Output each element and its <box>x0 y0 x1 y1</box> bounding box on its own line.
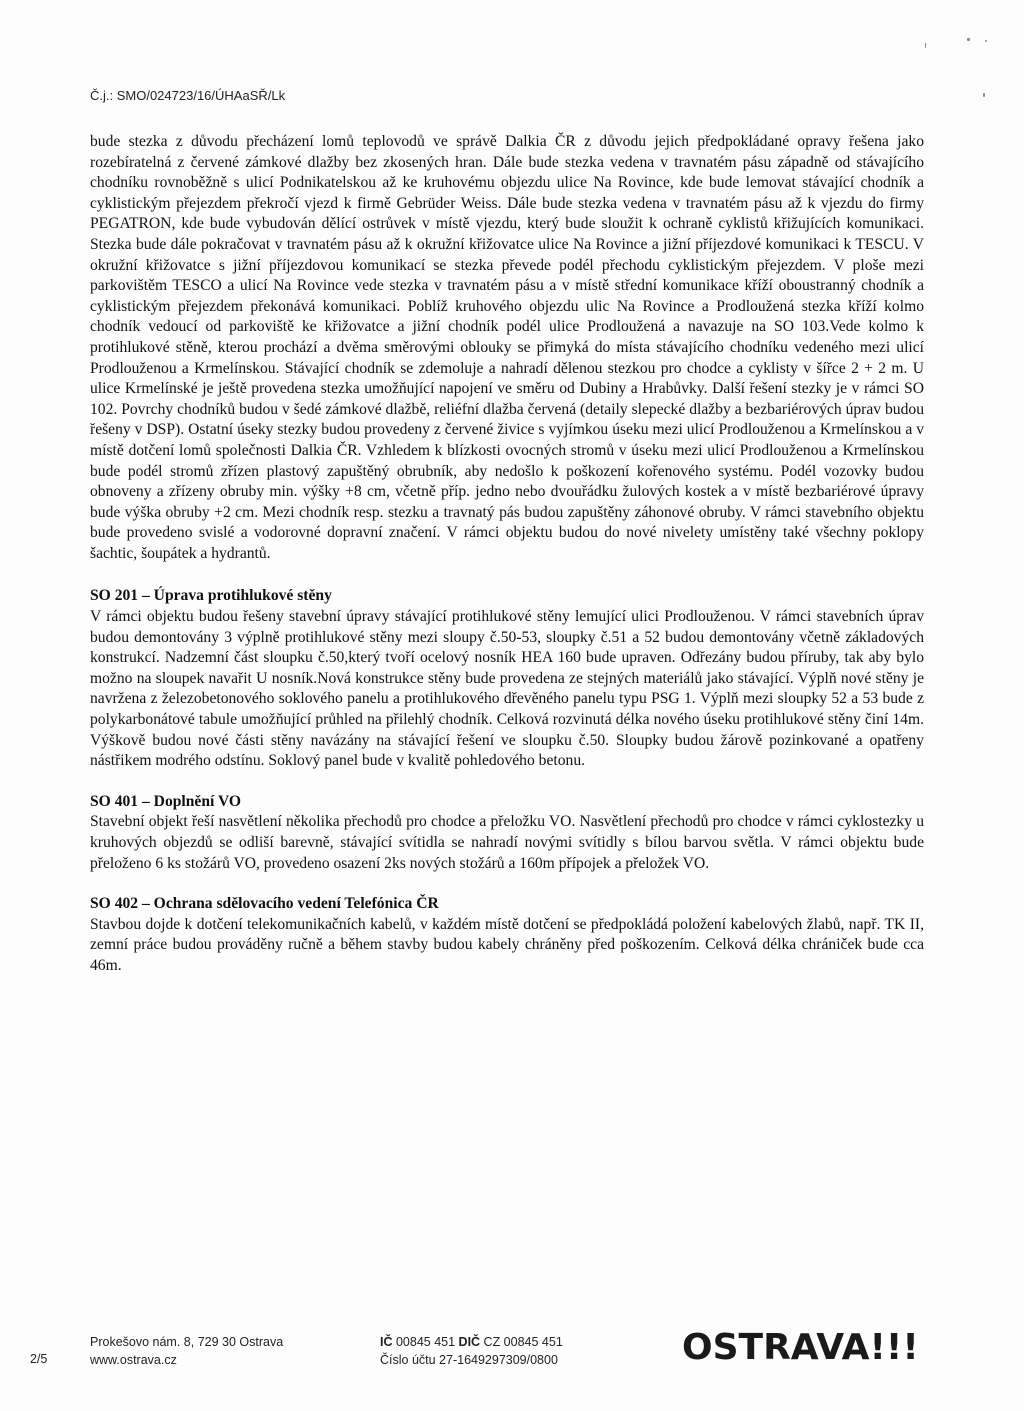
section-body: V rámci objektu budou řešeny stavební úpravy stávající protihlukové stěny lemující ulici Prodlouženou. V rámci stavebních úprav budou demontovány 3 výplně protihlukové stěny mezi sloupy č.50-53, sloupky č.51 a 52 budou demontovány včetně základových konstrukcí. Nadzemní část sloupku č.50,který tvoří ocelový nosník HEA 160 bude upraven. Odřezány budou příruby, tak aby bylo možno na sloupek navařit U nosník.Nová konstrukce stěny bude provedena ze stejných materiálů jako stávající. Výplň nové stěny je navržena z železobetonového soklového panelu a protihlukového dřevěného panelu typu PSG 1. Výplň mezi sloupky 52 a 53 bude z polykarbonátové tabule umožňující průhled na přilehlý chodník. Celková rozvinutá délka nového úseku protihlukové stěny činí 14m. Výškově budou nové části stěny navázány na stávající řešení ve sloupku č.50. Sloupky budou žárově pozinkované a opatřeny nástřikem modrého odstínu. Soklový panel bude v kvalitě pohledového betonu. <box>90 608 924 770</box>
section-so-402 <box>90 894 924 976</box>
section-heading: SO 402 – Ochrana sdělovacího vedení Telefónica ČR <box>90 895 439 913</box>
section-body: Stavbou dojde k dotčení telekomunikačních kabelů, v každém místě dotčení se předpokládá položení kabelových žlabů, např. TK II, zemní práce budou prováděny ručně a během stavby budou kabely chráněny před poškozením. Celková délka chrániček bude cca 46m. <box>90 915 924 974</box>
scan-speck <box>985 40 987 42</box>
section-so-201 <box>90 586 924 771</box>
footer-id-block <box>380 1333 563 1369</box>
section-heading: SO 401 – Doplnění VO <box>90 792 242 810</box>
dic-value: CZ 00845 451 <box>480 1335 563 1349</box>
scan-speck <box>983 93 985 97</box>
footer-address-block <box>90 1333 283 1369</box>
document-reference: Č.j.: SMO/024723/16/ÚHAaSŘ/Lk <box>90 88 286 103</box>
ic-label: IČ <box>380 1335 393 1349</box>
intro-paragraph: bude stezka z důvodu přecházení lomů teplovodů ve správě Dalkia ČR z důvodu jejich předpokládané opravy řešena jako rozebíratelná z červené zámkové dlažby bez zkosených hran. Dále bude stezka vedena v travnatém pásu západně od stávajícího chodníku rovnoběžně s ulicí Podnikatelskou až ke kruhovému objezdu ulice Na Rovince, kde bude lemovat stávající chodník a cyklistickým přejezdem překročí vjezd k firmě Gebrüder Weiss. Dále bude stezka vedena v travnatém pásu až k vjezdu do firmy PEGATRON, kde bude vybudován dělící ostrůvek v místě vjezdu, který bude sloužit k ochraně cyklistů křižujících komunikaci. Stezka bude dále pokračovat v travnatém pásu až k okružní křižovatce ulice Na Rovince a jižní příjezdové komunikaci k TESCU. V okružní křižovatce s jižní příjezdovou komunikací se stezka převede podél přechodu cyklistickým přejezdem. V ploše mezi parkovištěm TESCO a ulicí Na Rovince vede stezka v travnatém pásu a v místě střední komunikace kříží oboustranný chodník a cyklistickým přejezdem překonává komunikaci. Poblíž kruhového objezdu ulic Na Rovince a Prodloužená stezka kříží kolmo chodník vedoucí od parkoviště ke křižovatce a jižní chodník podél ulice Prodloužená a navazuje na SO 103.Vede kolmo k protihlukové stěně, kterou prochází a dvěma směrovými oblouky se přimyká do místa stávajícího chodníku vedeného mezi ulicí Prodlouženou a Krmelínskou. Stávající chodník se zdemoluje a nahradí dělenou stezkou pro chodce a cyklisty v šířce 2 + 2 m. U ulice Krmelínské je ještě provedena stezka umožňující napojení ve směru od Dubiny a Hrabůvky. Další řešení stezky je v rámci SO 102. Povrchy chodníků budou v šedé zámkové dlažbě, reliéfní dlažba červená (detaily slepecké dlažby a bezbariérových úprav budou řešeny v DSP). Ostatní úseky stezky budou provedeny z červené živice s vyjímkou úseku mezi ulicí Prodlouženou a Krmelínskou a v místě dotčení lomů společnosti Dalkia ČR. Vzhledem k blízkosti ovocných stromů v úseku mezi ulicí Prodlouženou a Krmelínskou bude podél stromů zřízen plastový zapuštěný obrubník, aby nedošlo k poškození kořenového systému. Podél vozovky budou obnoveny a zřízeny obruby min. výšky +8 cm, včetně příp. jedno nebo dvouřádku žulových kostek a v místě bezbariérové úpravy bude výška obruby +2 cm. Mezi chodník resp. stezku a travnatý pás budou zapuštěny záhonové obruby. V rámci stavebního objektu bude provedeno svislé a vodorovné dopravní značení. V rámci objektu budou do nové nivelety umístěny také všechny poklopy šachtic, šoupátek a hydrantů. <box>90 133 924 562</box>
scan-speck <box>925 43 926 48</box>
footer-address: Prokešovo nám. 8, 729 30 Ostrava <box>90 1335 284 1349</box>
section-body: Stavební objekt řeší nasvětlení několika přechodů pro chodce a přeložku VO. Nasvětlení přechodů pro chodce v rámci cyklostezky u kruhových objezdů se odliší barevně, stávající svítidla se nahradí novými svítidly s bílou barvou světla. V rámci objektu bude přeloženo 6 ks stožárů VO, provedeno osazení 2ks nových stožárů a 160m přípojek a přeložek VO. <box>90 813 924 872</box>
ic-value: 00845 451 <box>392 1335 459 1349</box>
page-footer <box>0 1327 1024 1373</box>
dic-label: DIČ <box>458 1335 481 1349</box>
ostrava-logo: OSTRAVA!!! <box>682 1327 919 1368</box>
scan-speck <box>967 38 970 41</box>
footer-web-link[interactable]: www.ostrava.cz <box>90 1353 177 1367</box>
footer-account: Číslo účtu 27-1649297309/0800 <box>380 1353 558 1367</box>
page-number: 2/5 <box>30 1352 48 1366</box>
document-body <box>90 132 924 977</box>
section-so-401 <box>90 792 924 874</box>
footer-ic-dic <box>380 1333 563 1351</box>
section-heading: SO 201 – Úprava protihlukové stěny <box>90 587 332 605</box>
